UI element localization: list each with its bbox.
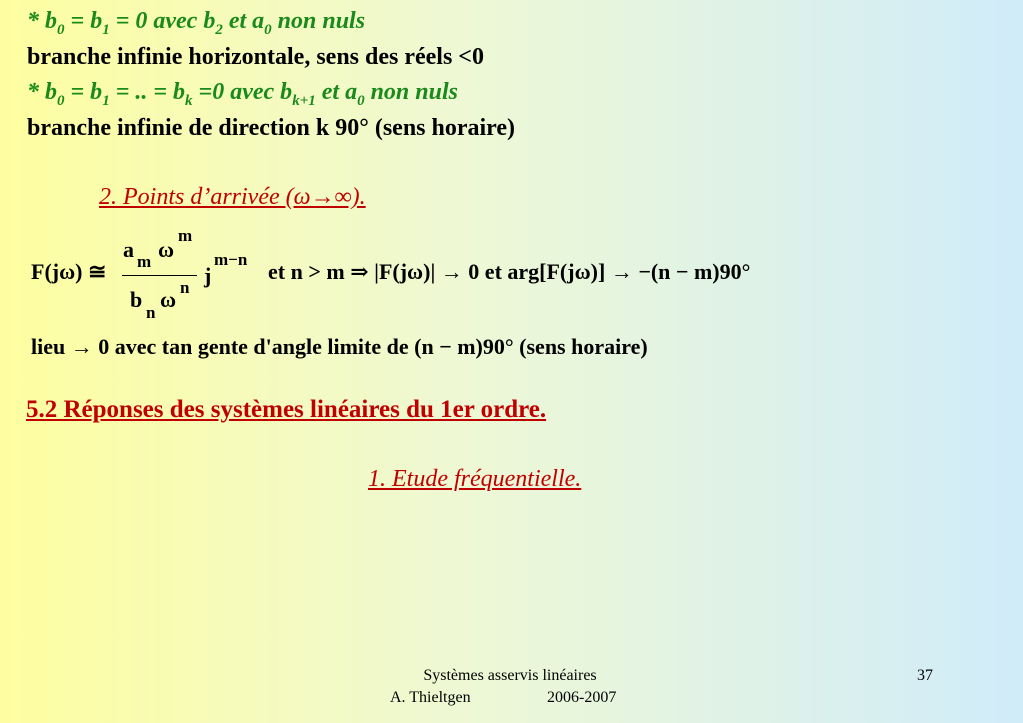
points-arrival-title: 2. Points d’arrivée (ω→∞). bbox=[99, 184, 366, 210]
horizontal-branch-text: branche infinie horizontale, sens des réels <0 bbox=[27, 44, 484, 70]
denominator-omega-sup: n bbox=[180, 278, 190, 297]
footer-years: 2006-2007 bbox=[547, 689, 617, 706]
formula-rest: et n > m ⇒ |F(jω)| → 0 et arg[F(jω)] → −(n − m)90° bbox=[268, 259, 751, 284]
footer-author: A. Thieltgen bbox=[390, 689, 471, 706]
section-title: 5.2 Réponses des systèmes linéaires du 1er ordre. bbox=[26, 396, 547, 423]
formula-j-sup: m−n bbox=[214, 250, 248, 269]
numerator-omega: ω bbox=[158, 237, 175, 262]
formula-j: j bbox=[204, 263, 212, 288]
numerator-a-sub: m bbox=[137, 252, 152, 271]
fraction-line bbox=[122, 275, 197, 276]
condition-line-1: * $b_0 = b_1 = 0$ avec $b_2$ et $a_0$ non nuls bbox=[27, 8, 366, 38]
numerator-omega-sup: m bbox=[178, 226, 193, 245]
page-number: 37 bbox=[917, 667, 933, 684]
denominator-omega: ω bbox=[160, 287, 177, 312]
footer-course-title: Systèmes asservis linéaires bbox=[423, 667, 597, 684]
condition-line-2: * $b_0 = b_1$ = .. = $b_k =0$ avec $b_{k+1}$ et $a_0$ non nuls bbox=[27, 79, 458, 109]
denominator-b: b bbox=[130, 287, 143, 312]
subsection-title: 1. Etude fréquentielle. bbox=[368, 466, 582, 492]
lieu-tangent-text: lieu → 0 avec tan gente d'angle limite de (n − m)90° (sens horaire) bbox=[31, 334, 648, 359]
direction-branch-text: branche infinie de direction k 90° (sens horaire) bbox=[27, 115, 516, 141]
denominator-b-sub: n bbox=[146, 303, 156, 322]
formula-lhs: F(jω) ≅ bbox=[31, 259, 107, 284]
numerator-a: a bbox=[123, 237, 134, 262]
